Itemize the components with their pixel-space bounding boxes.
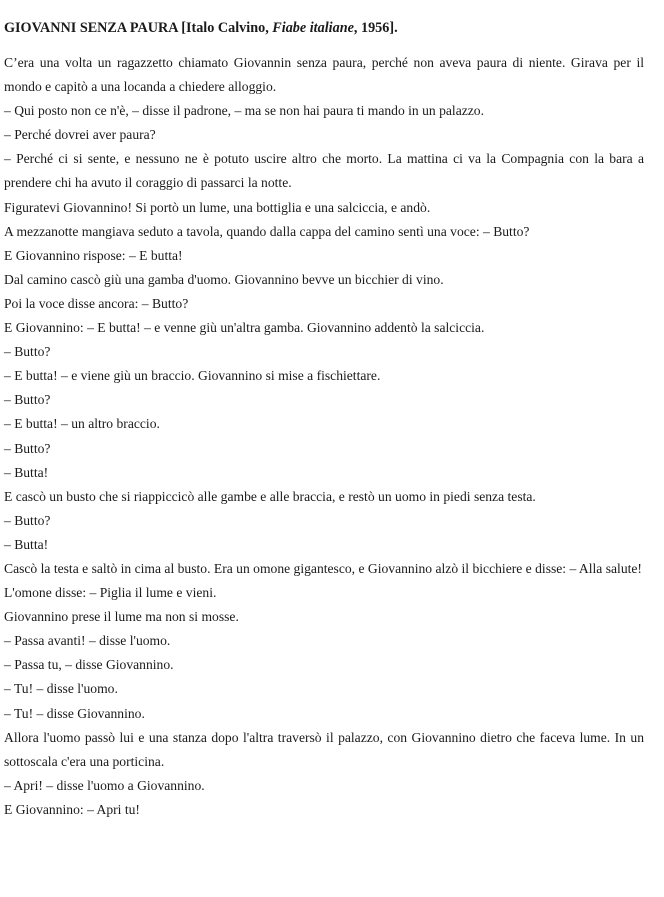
paragraph: – Tu! – disse Giovannino. (4, 705, 145, 721)
paragraph: Cascò la testa e saltò in cima al busto. Era un omone gigantesco, e Giovannino alzò il bicchiere e disse: – Alla salute! (4, 560, 642, 576)
paragraph: – Butta! (4, 464, 49, 480)
paragraph: Figuratevi Giovannino! Si portò un lume, una bottiglia e una salciccia, e andò. (4, 199, 431, 215)
paragraph: – Butto? (4, 512, 51, 528)
paragraph: – Apri! – disse l'uomo a Giovannino. (4, 777, 205, 793)
paragraph: – Qui posto non ce n'è, – disse il padrone, – ma se non hai paura ti mando in un palazzo. (4, 103, 485, 119)
paragraph: L'omone disse: – Piglia il lume e vieni. (4, 585, 217, 601)
paragraph: – E butta! – e viene giù un braccio. Giovannino si mise a fischiettare. (4, 368, 381, 384)
paragraph: – Butto? (4, 440, 51, 456)
paragraph: C’era una volta un ragazzetto chiamato Giovannin senza paura, perché non aveva paura di niente. Girava per il mondo e capitò a una locanda a chiedere alloggio. (4, 55, 644, 95)
paragraph: – Perché dovrei aver paura? (4, 127, 156, 143)
paragraph: Poi la voce disse ancora: – Butto? (4, 295, 189, 311)
paragraph: Dal camino cascò giù una gamba d'uomo. Giovannino bevve un bicchier di vino. (4, 271, 444, 287)
paragraph: Allora l'uomo passò lui e una stanza dopo l'altra traversò il palazzo, con Giovannino dietro che faceva lume. In un sottoscala c'era una porticina. (4, 729, 644, 769)
paragraph: – Butto? (4, 392, 51, 408)
title-year: , 1956]. (353, 20, 398, 36)
paragraph: E Giovannino: – E butta! – e venne giù un'altra gamba. Giovannino addentò la salciccia. (4, 320, 485, 336)
paragraph: – Passa avanti! – disse l'uomo. (4, 633, 171, 649)
paragraph: E Giovannino rispose: – E butta! (4, 247, 183, 263)
paragraph: E Giovannino: – Apri tu! (4, 801, 140, 817)
paragraph: E cascò un busto che si riappiccicò alle gambe e alle braccia, e restò un uomo in piedi senza testa. (4, 488, 536, 504)
title-author: GIOVANNI SENZA PAURA [Italo Calvino, (4, 20, 273, 36)
paragraph: – Butta! (4, 536, 49, 552)
document-page (4, 20, 644, 822)
paragraph: – Perché ci si sente, e nessuno ne è potuto uscire altro che morto. La mattina ci va la Compagnia con la bara a prendere chi ha avuto il coraggio di passarci la notte. (4, 151, 644, 191)
title-book: Fiabe italiane (272, 20, 354, 36)
paragraph: Giovannino prese il lume ma non si mosse. (4, 609, 239, 625)
paragraph: – Tu! – disse l'uomo. (4, 681, 118, 697)
paragraph: A mezzanotte mangiava seduto a tavola, quando dalla cappa del camino sentì una voce: – Butto? (4, 223, 530, 239)
paragraph: – Passa tu, – disse Giovannino. (4, 657, 174, 673)
paragraph: – Butto? (4, 344, 51, 360)
document-title (4, 20, 644, 37)
paragraph: – E butta! – un altro braccio. (4, 416, 160, 432)
